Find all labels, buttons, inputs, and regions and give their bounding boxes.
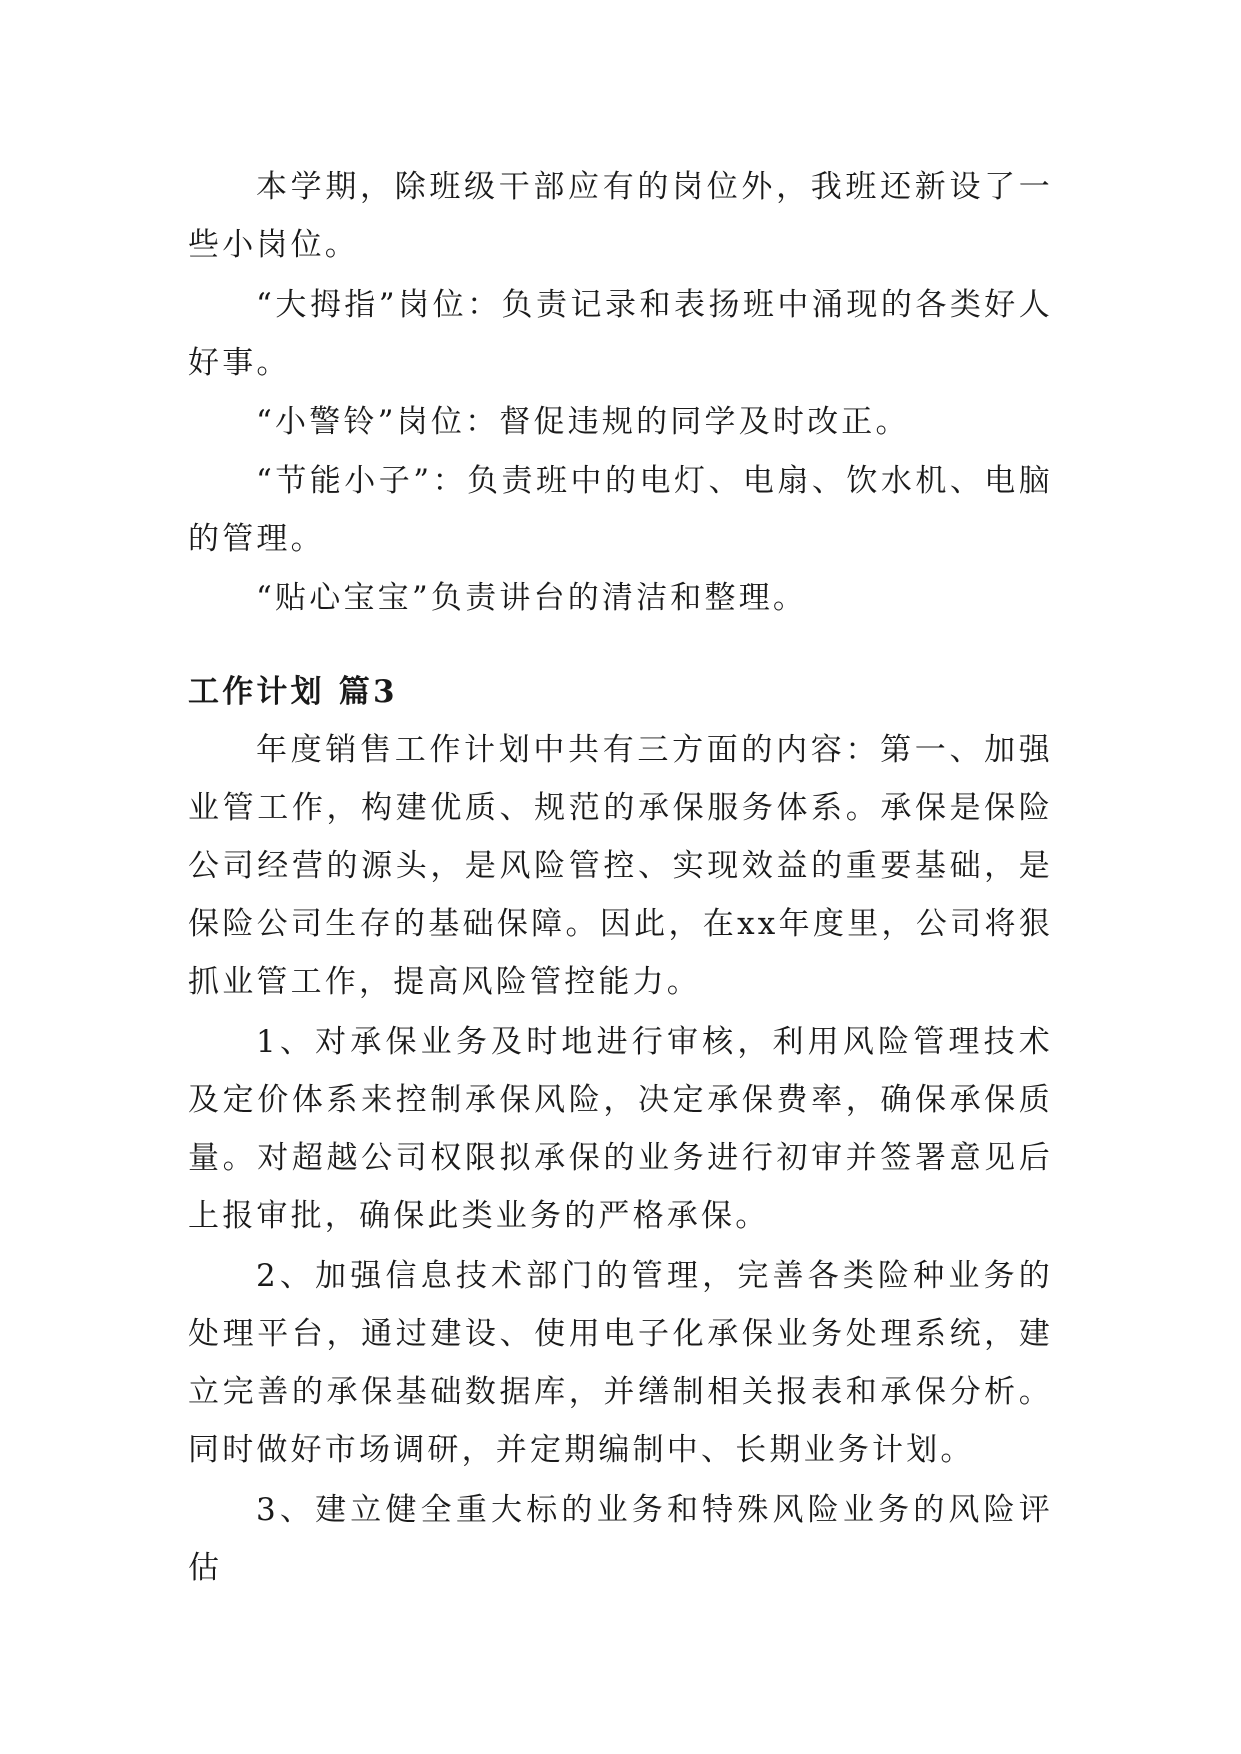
paragraph-new-posts: 本学期，除班级干部应有的岗位外，我班还新设了一些小岗位。 <box>188 169 1053 263</box>
paragraph-item-2: 2、加强信息技术部门的管理，完善各类险种业务的处理平台，通过建设、使用电子化承保业务处理系统，建立完善的承保基础数据库，并缮制相关报表和承保分析。同时做好市场调研，并定期编制中、长期业务计划。 <box>188 1258 1053 1468</box>
paragraph-thumb-post: “大拇指”岗位：负责记录和表扬班中涌现的各类好人好事。 <box>188 287 1053 381</box>
paragraph-alarm-post: “小警铃”岗位：督促违规的同学及时改正。 <box>256 404 910 440</box>
paragraph-energy-post: “节能小子”：负责班中的电灯、电扇、饮水机、电脑的管理。 <box>188 463 1053 557</box>
paragraph-sales-plan-intro: 年度销售工作计划中共有三方面的内容：第一、加强业管工作，构建优质、规范的承保服务体系。承保是保险公司经营的源头，是风险管控、实现效益的重要基础，是保险公司生存的基础保障。因此，在xx年度里，公司将狠抓业管工作，提高风险管控能力。 <box>188 732 1053 1000</box>
section-heading: 工作计划 篇3 <box>188 674 398 710</box>
document-body <box>188 158 1053 1597</box>
paragraph-care-post: “贴心宝宝”负责讲台的清洁和整理。 <box>256 580 808 616</box>
paragraph-item-3: 3、建立健全重大标的业务和特殊风险业务的风险评估 <box>188 1492 1053 1586</box>
paragraph-item-1: 1、对承保业务及时地进行审核，利用风险管理技术及定价体系来控制承保风险，决定承保费率，确保承保质量。对超越公司权限拟承保的业务进行初审并签署意见后上报审批，确保此类业务的严格承保。 <box>188 1024 1053 1234</box>
